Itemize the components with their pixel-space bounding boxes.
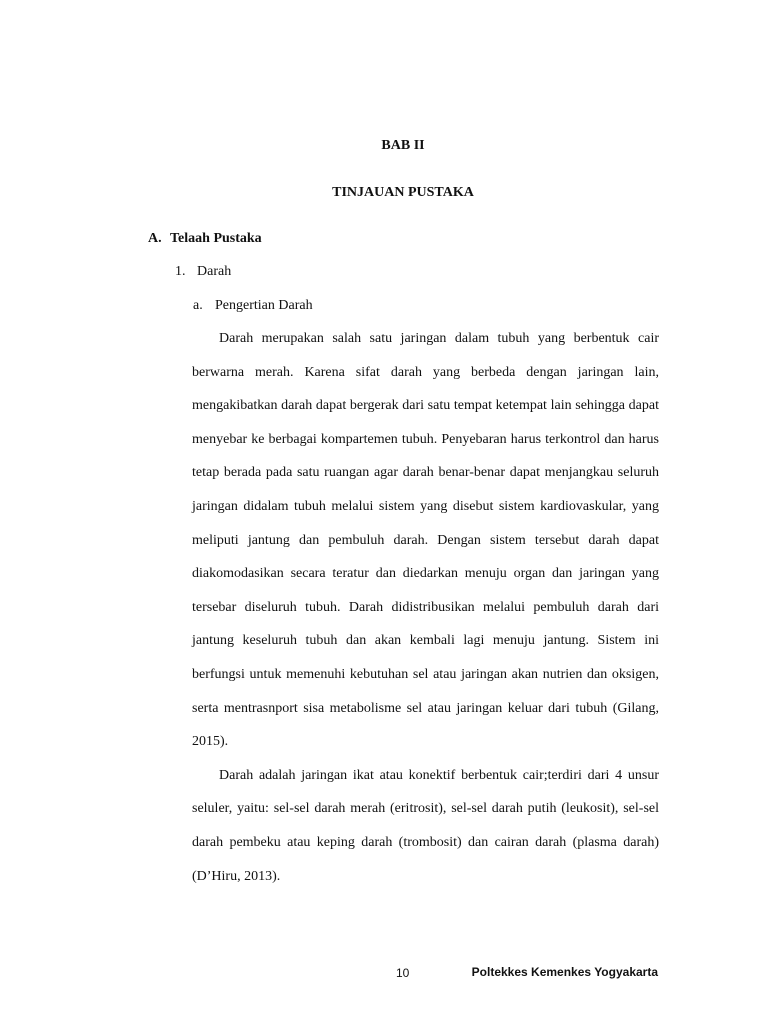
subsection-title: Darah [197, 264, 232, 279]
page-number: 10 [396, 966, 410, 980]
subsubsection-label: a. [193, 298, 203, 313]
subsection-label: 1. [175, 264, 186, 279]
section-title: Telaah Pustaka [170, 231, 262, 246]
chapter-title: TINJAUAN PUSTAKA [332, 185, 474, 200]
paragraph: Darah adalah jaringan ikat atau konektif berbentuk cair;terdiri dari 4 unsur seluler, yaitu: sel-sel darah merah (eritrosit), sel-sel darah putih (leukosit), sel-sel darah pembeku atau keping darah (trombosit) dan cairan darah (plasma darah) (D’Hiru, 2013). [192, 767, 659, 884]
body-text [192, 322, 659, 893]
chapter-number: BAB II [381, 138, 425, 153]
paragraph: Darah merupakan salah satu jaringan dalam tubuh yang berbentuk cair berwarna merah. Karena sifat darah yang berbeda dengan jaringan lain, mengakibatkan darah dapat bergerak dari satu tempat ketempat lain sehingga dapat menyebar ke berbagai kompartemen tubuh. Penyebaran harus terkontrol dan harus tetap berada pada satu ruangan agar darah benar-benar dapat menjangkau seluruh jaringan didalam tubuh melalui sistem yang disebut sistem kardiovaskular, yang meliputi jantung dan pembuluh darah. Dengan sistem tersebut darah dapat diakomodasikan secara teratur dan diedarkan menuju organ dan jaringan yang tersebar diseluruh tubuh. Darah didistribusikan melalui pembuluh darah dari jantung keseluruh tubuh dan akan kembali lagi menuju jantung. Sistem ini berfungsi untuk memenuhi kebutuhan sel atau jaringan akan nutrien dan oksigen, serta mentrasnport sisa metabolisme sel atau jaringan keluar dari tubuh (Gilang, 2015). [192, 331, 659, 750]
footer-institution: Poltekkes Kemenkes Yogyakarta [471, 965, 658, 979]
section-label: A. [148, 231, 162, 246]
subsubsection-title: Pengertian Darah [215, 298, 313, 313]
